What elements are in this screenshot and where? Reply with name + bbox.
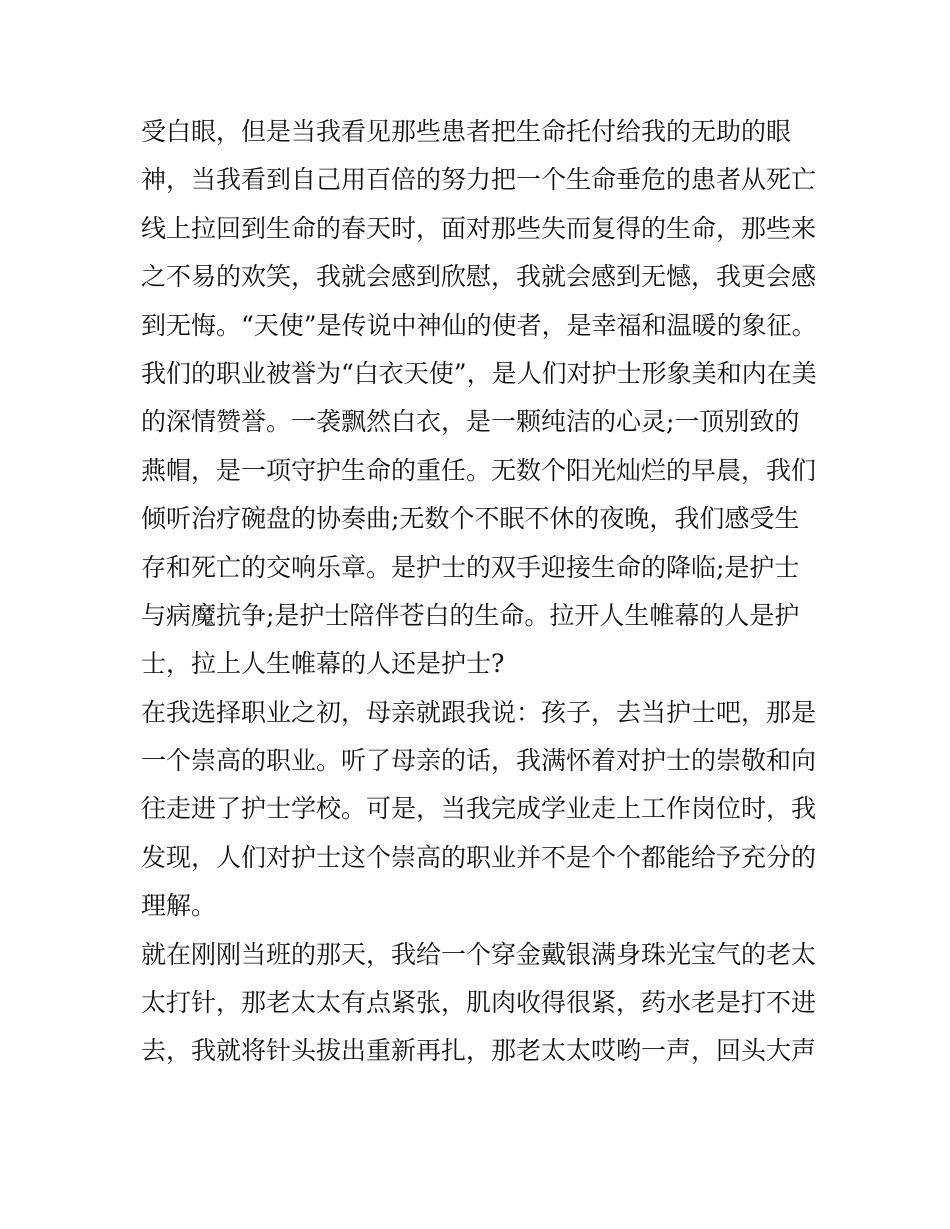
- text-line: 存和死亡的交响乐章。是护士的双手迎接生命的降临;是护士: [141, 552, 800, 582]
- text-line: 到无悔。“天使”是传说中神仙的使者，是幸福和温暖的象征。: [141, 310, 817, 340]
- text-line: 神，当我看到自己用百倍的努力把一个生命垂危的患者从死亡: [141, 165, 817, 195]
- text-line: 燕帽，是一项守护生命的重任。无数个阳光灿烂的早晨，我们: [141, 455, 817, 485]
- body-text: [141, 108, 821, 1076]
- text-line: 就在刚刚当班的那天，我给一个穿金戴银满身珠光宝气的老太: [141, 939, 817, 969]
- text-line: 之不易的欢笑，我就会感到欣慰，我就会感到无憾，我更会感: [141, 262, 817, 292]
- text-line: 发现，人们对护士这个崇高的职业并不是个个都能给予充分的: [141, 842, 817, 872]
- text-line: 我们的职业被誉为“白衣天使”，是人们对护士形象美和内在美: [141, 358, 817, 388]
- text-line: 线上拉回到生命的春天时，面对那些失而复得的生命，那些来: [141, 213, 817, 243]
- text-line: 在我选择职业之初，母亲就跟我说：孩子，去当护士吧，那是: [141, 697, 817, 727]
- text-line: 的深情赞誉。一袭飘然白衣，是一颗纯洁的心灵;一顶别致的: [141, 407, 800, 437]
- text-line: 倾听治疗碗盘的协奏曲;无数个不眠不休的夜晚，我们感受生: [141, 504, 800, 534]
- text-line: 士，拉上人生帷幕的人还是护士?: [141, 649, 505, 679]
- text-line: 与病魔抗争;是护士陪伴苍白的生命。拉开人生帷幕的人是护: [141, 600, 800, 630]
- text-line: 太打针，那老太太有点紧张，肌肉收得很紧，药水老是打不进: [141, 988, 817, 1018]
- text-line: 去，我就将针头拔出重新再扎，那老太太哎哟一声，回头大声: [141, 1036, 817, 1066]
- text-line: 理解。: [141, 891, 217, 921]
- text-line: 往走进了护士学校。可是，当我完成学业走上工作岗位时，我: [141, 794, 817, 824]
- text-line: 受白眼，但是当我看见那些患者把生命托付给我的无助的眼: [141, 117, 792, 146]
- text-line: 一个崇高的职业。听了母亲的话，我满怀着对护士的崇敬和向: [141, 746, 817, 776]
